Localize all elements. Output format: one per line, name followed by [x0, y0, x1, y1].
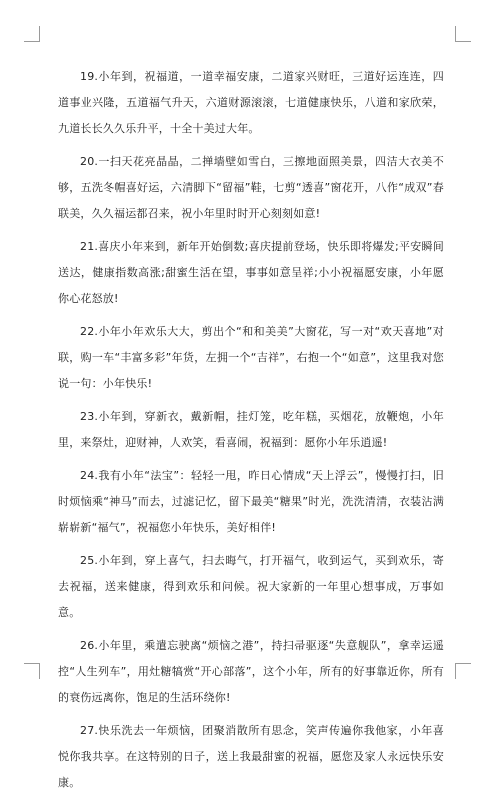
crop-mark-top-left [24, 26, 40, 42]
paragraph-22: 22.小年小年欢乐大大，剪出个“和和美美”大窗花，写一对“欢天喜地”对联，购一车“丰富多彩”年货，左拥一个“吉祥”，右抱一个“如意”，这里我对您说一句：小年快乐! [58, 325, 444, 390]
crop-mark-top-right [455, 26, 471, 42]
paragraph-27: 27.快乐洗去一年烦恼，团聚消散所有思念，笑声传遍你我他家，小年喜悦你我共享。在这特别的日子，送上我最甜蜜的祝福，愿您及家人永远快乐安康。 [58, 724, 444, 789]
paragraph-20: 20.一扫天花亮晶晶，二掸墙壁如雪白，三擦地面照美景，四洁大衣美不够，五洗冬帽喜好运，六清脚下“留福”鞋，七剪“透喜”窗花开，八作“成双”春联美，久久福运都召来，祝小年里时时开心刻刻如意! [58, 155, 444, 220]
crop-mark-bottom-left [24, 663, 40, 679]
paragraph-19: 19.小年到，祝福道，一道幸福安康，二道家兴财旺，三道好运连连，四道事业兴隆，五道福气升天，六道财源滚滚，七道健康快乐，八道和家欣荣，九道长长久久乐升平，十全十美过大年。 [58, 70, 444, 135]
crop-mark-bottom-right [455, 663, 471, 679]
paragraph-25: 25.小年到，穿上喜气，扫去晦气，打开福气，收到运气，买到欢乐，寄去祝福，送来健康，得到欢乐和问候。祝大家新的一年里心想事成，万事如意。 [58, 554, 444, 619]
paragraph-24: 24.我有小年“法宝”：轻轻一甩，昨日心情成“天上浮云”，慢慢打扫，旧时烦恼乘“神马”而去，过滤记忆，留下最美“糖果”时光，洗洗清清，衣装沾满崭崭新“福气”，祝福您小年快乐，美好相伴! [58, 469, 444, 534]
paragraph-23: 23.小年到，穿新衣，戴新帽，挂灯笼，吃年糕，买烟花，放鞭炮，小年里，来祭灶，迎财神，人欢笑，看喜闹，祝福到：愿你小年乐逍遥! [58, 410, 444, 449]
paragraph-26: 26.小年里，乘遣忘驶离“烦恼之港”，持扫帚驱逐“失意舰队”，拿幸运遥控“人生列车”，用灶糖犒赏“开心部落”，这个小年，所有的好事靠近你，所有的衰伤远离你，饱足的生活环绕你! [58, 639, 444, 704]
paragraph-21: 21.喜庆小年来到，新年开始倒数;喜庆提前登场，快乐即将爆发;平安瞬间送达，健康指数高涨;甜蜜生活在望，事事如意呈祥;小小祝福愿安康，小年愿你心花怒放! [58, 240, 444, 305]
document-body [58, 64, 444, 803]
